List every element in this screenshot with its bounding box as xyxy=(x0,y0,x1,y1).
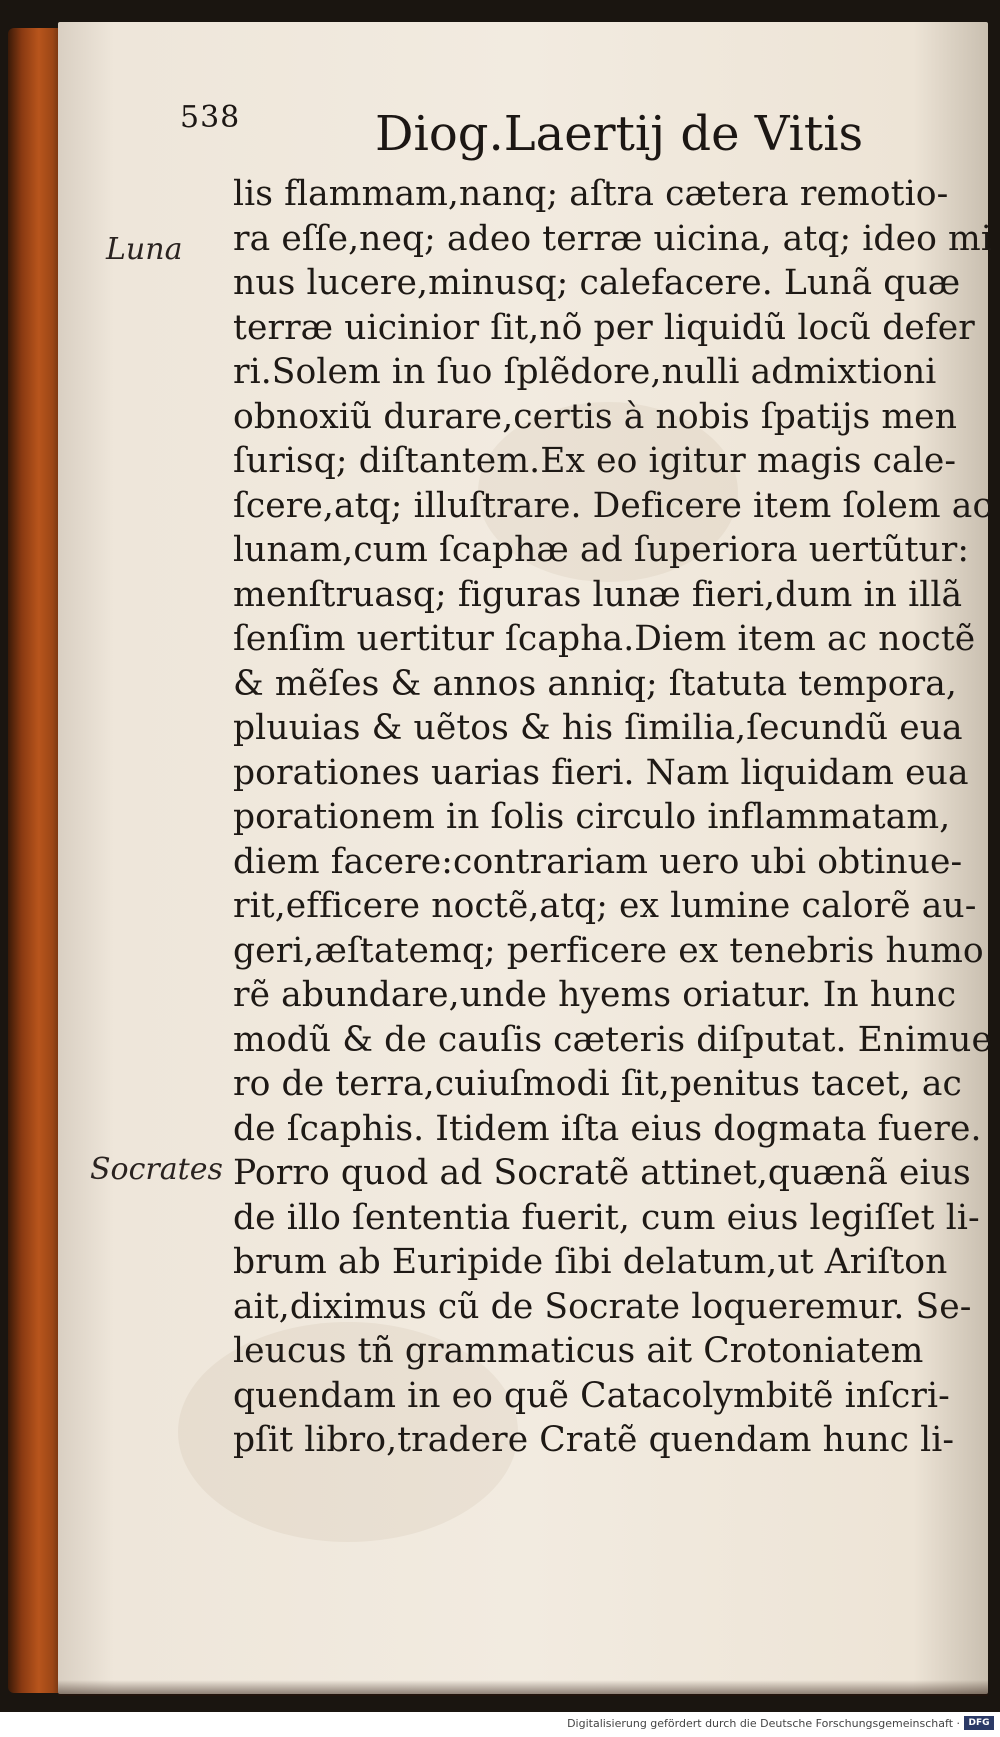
text-line: nus lucere,minusq; calefacere. Lunã quæ xyxy=(233,263,961,303)
text-line: terræ uicinior ſit,nõ per liquidũ locũ defer xyxy=(233,307,975,348)
text-line: ſenſim uertitur ſcapha.Diem item ac noctẽ xyxy=(233,619,976,659)
text-line: diem facere:contrariam uero ubi obtinue- xyxy=(233,841,963,882)
text-line: porationem in ſolis circulo inflammatam, xyxy=(233,797,951,837)
text-line: ſurisq; diſtantem.Ex eo igitur magis cale- xyxy=(233,441,957,481)
text-line: obnoxiũ durare,certis à nobis ſpatijs men xyxy=(233,396,958,437)
text-line: modũ & de cauſis cæteris diſputat. Enimue xyxy=(233,1019,993,1060)
marginal-note-luna: Luna xyxy=(106,232,183,267)
running-head: Diog.Laertij de Vitis xyxy=(375,106,864,162)
text-line: lunam,cum ſcaphæ ad ſuperiora uertũtur: xyxy=(233,530,970,570)
text-line: ri.Solem in ſuo ſplẽdore,nulli admixtioni xyxy=(233,352,937,392)
text-line: porationes uarias fieri. Nam liquidam eua xyxy=(233,752,969,793)
text-line: ſcere,atq; illuſtrare. Deficere item ſolem ac xyxy=(233,485,992,526)
text-line: rit,efficere noctẽ,atq; ex lumine calorẽ au- xyxy=(233,886,977,926)
text-line: ait,diximus cũ de Socrate loqueremur. Se- xyxy=(233,1286,972,1327)
footer-credit: Digitalisierung gefördert durch die Deutsche Forschungsgemeinschaft · xyxy=(567,1717,960,1730)
text-line: lis flammam,nanq; aſtra cætera remotio- xyxy=(233,174,949,214)
text-line: ra eſſe,neq; adeo terræ uicina, atq; ideo mi xyxy=(233,218,993,259)
text-line: ro de terra,cuiuſmodi ſit,penitus tacet, ac xyxy=(233,1064,962,1104)
text-line: geri,æſtatemq; perficere ex tenebris humo xyxy=(233,930,984,971)
body-text xyxy=(233,172,993,1463)
page-bottom-shadow xyxy=(58,1680,988,1696)
text-line: pſit libro,tradere Cratẽ quendam hunc li- xyxy=(233,1420,955,1460)
marginal-note-socrates: Socrates xyxy=(90,1152,223,1187)
text-line: & mẽſes & annos anniq; ſtatuta tempora, xyxy=(233,663,957,704)
page-number: 538 xyxy=(180,100,241,135)
text-line: rẽ abundare,unde hyems oriatur. In hunc xyxy=(233,975,957,1015)
dfg-logo: DFG xyxy=(964,1716,994,1730)
text-line: quendam in eo quẽ Catacolymbitẽ inſcri- xyxy=(233,1375,950,1416)
text-line: de ſcaphis. Itidem iſta eius dogmata fuere. xyxy=(233,1108,982,1149)
text-line: Porro quod ad Socratẽ attinet,quænã eius xyxy=(233,1153,971,1193)
text-line: leucus tñ grammaticus ait Crotoniatem xyxy=(233,1331,924,1371)
text-line: pluuias & uẽtos & his ſimilia,ſecundũ eua xyxy=(233,708,963,748)
text-line: menſtruasq; figuras lunæ fieri,dum in illã xyxy=(233,574,963,615)
text-line: de illo ſententia fuerit, cum eius legiſſet li- xyxy=(233,1197,980,1238)
book-fore-edge xyxy=(8,28,64,1693)
text-line: brum ab Euripide ſibi delatum,ut Ariſton xyxy=(233,1242,948,1282)
